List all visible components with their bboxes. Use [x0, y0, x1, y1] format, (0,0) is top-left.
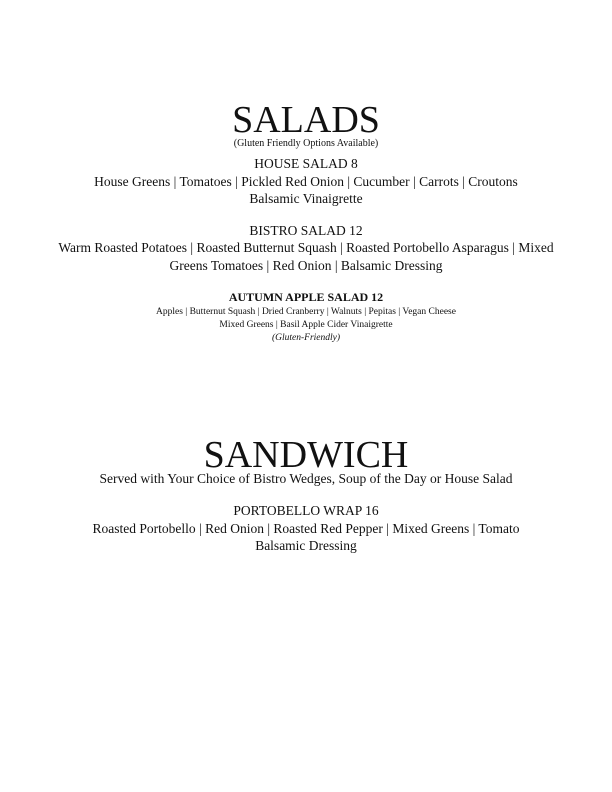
portobello-wrap-title: PORTOBELLO WRAP 16 — [233, 503, 379, 518]
house-salad-title: HOUSE SALAD 8 — [254, 156, 358, 171]
salads-heading: SALADS — [232, 99, 380, 141]
autumn-apple-salad-gluten-tag: (Gluten-Friendly) — [271, 333, 341, 343]
house-salad-description-line-2: Balsamic Vinaigrette — [249, 191, 363, 206]
portobello-wrap-description-line-1: Roasted Portobello | Red Onion | Roasted Red Pepper | Mixed Greens | Tomato — [92, 521, 520, 536]
gluten-options-note: (Gluten Friendly Options Available) — [233, 138, 379, 149]
autumn-apple-salad-title: AUTUMN APPLE SALAD 12 — [228, 290, 384, 304]
portobello-wrap-description-line-2: Balsamic Dressing — [255, 538, 357, 553]
bistro-salad-description-line-2: Greens Tomatoes | Red Onion | Balsamic Dressing — [169, 258, 443, 273]
sandwich-heading: SANDWICH — [203, 434, 409, 476]
autumn-apple-salad-description-line-1: Apples | Butternut Squash | Dried Cranberry | Walnuts | Pepitas | Vegan Cheese — [156, 307, 456, 317]
bistro-salad-description-line-1: Warm Roasted Potatoes | Roasted Butternut Squash | Roasted Portobello Asparagus | Mixed — [58, 240, 554, 255]
sandwich-subtitle: Served with Your Choice of Bistro Wedges, Soup of the Day or House Salad — [99, 471, 513, 486]
bistro-salad-title: BISTRO SALAD 12 — [249, 223, 363, 238]
house-salad-description-line-1: House Greens | Tomatoes | Pickled Red Onion | Cucumber | Carrots | Croutons — [94, 174, 518, 189]
autumn-apple-salad-description-line-2: Mixed Greens | Basil Apple Cider Vinaigrette — [219, 320, 393, 330]
